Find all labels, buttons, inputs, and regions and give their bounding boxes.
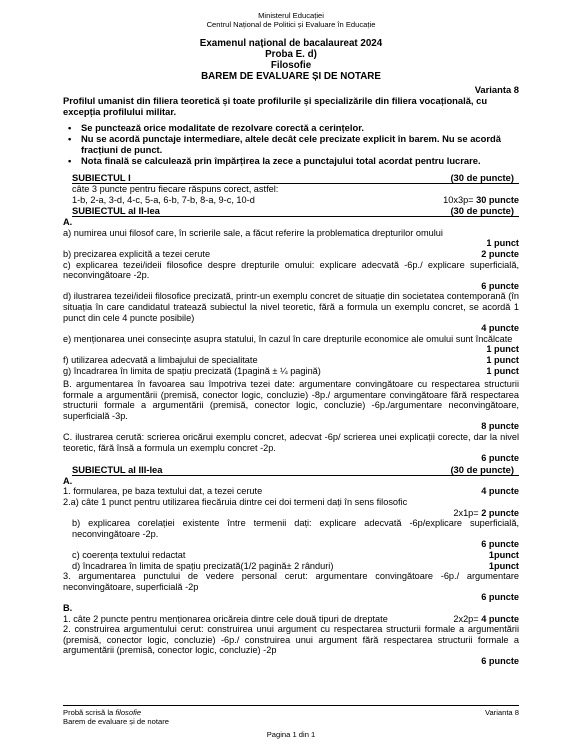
section-1-heading [72, 172, 519, 184]
s2-item-c: c) explicarea tezei/ideii filosofice despre drepturile omului: explicare adecvată -6p./ explicare superficială, neconvingătoare -2p. [63, 259, 519, 281]
footer-right: Varianta 8 [484, 708, 519, 717]
note-item: • Se punctează orice modalitate de rezolvare corectă a cerințelor. [68, 122, 364, 133]
s3-item-3-points: 6 puncte [481, 592, 519, 603]
exam-subject: Filosofie [270, 60, 312, 71]
s3-item-b2-points: 6 puncte [481, 655, 519, 666]
exam-title: Examenul național de bacalaureat 2024 [199, 38, 383, 49]
notes-list [63, 122, 519, 166]
s3-item-2a-points: 2x1p= 2 puncte [453, 507, 519, 518]
section-2-heading [72, 205, 519, 217]
section-3-title: SUBIECTUL al III-lea [72, 463, 163, 475]
bullet-icon: • [68, 133, 72, 144]
s2-part-c-points: 6 puncte [481, 453, 519, 464]
page-number: Pagina 1 din 1 [266, 730, 316, 739]
s3-item-2b: b) explicarea corelației existente între termenii dați: explicare adecvată -6p/explicare superficială, neconvingătoare -2p. [72, 518, 519, 539]
s3-part-b: B. [63, 602, 73, 613]
s3-item-2b-points: 6 puncte [481, 539, 519, 550]
section-2-title: SUBIECTUL al II-lea [72, 205, 160, 217]
s2-item-e: e) menționarea unei consecințe asupra statului, în cazul în care drepturile economice ale omului sunt încălcate [63, 333, 513, 344]
s2-part-b: B. argumentarea în favoarea sau împotriva tezei date: argumentare convingătoare cu respectarea structurii formale a argumentării (premisă, conector logic, concluzie) -8p./ argumentare convingătoare fără respectarea structurii formale a argumentării (premisă, conector logic, concluzie) -6p./argumentare neconvingătoare, superficială -3p. [63, 379, 519, 421]
s3-part-a: A. [63, 475, 73, 486]
s3-item-1: 1. formularea, pe baza textului dat, a tezei cerute 4 puncte [63, 486, 519, 497]
s2-item-b: b) precizarea explicită a tezei cerute 2 puncte [63, 248, 519, 259]
s2-item-f: f) utilizarea adecvată a limbajului de specialitate 1 punct [63, 354, 519, 365]
page-content [63, 0, 519, 667]
barem-title: BAREM DE EVALUARE ȘI DE NOTARE [201, 71, 381, 82]
s2-item-d: d) ilustrarea tezei/ideii filosofice precizată, printr-un exemplu concret de situație din societatea contemporană (în situația în care candidatul tratează subiectul la nivel teoretic, fără a formula un exemplu concret, se acordă 1 punct din cele 4 puncte posibile) [63, 291, 519, 323]
section-3-heading [72, 464, 519, 476]
page-footer [63, 705, 519, 739]
s2-item-a: a) numirea unui filosof care, în scrierile sale, a făcut referire la problematica drepturilor omului [63, 227, 443, 238]
header-ministry: Ministerul Educației [258, 11, 324, 20]
bullet-icon: • [68, 122, 72, 133]
section-1-points: (30 de puncte) [450, 172, 514, 183]
s2-item-c-points: 6 puncte [481, 280, 519, 291]
footer-left-2: Barem de evaluare și de notare [63, 717, 169, 726]
exam-proba: Proba E. d) [265, 49, 317, 60]
bullet-icon: • [68, 155, 72, 166]
s3-item-3: 3. argumentarea punctului de vedere personal cerut: argumentare convingătoare -6p./ argumentare neconvingătoare, superficială -2p [63, 571, 519, 592]
s2-part-a: A. [63, 217, 73, 228]
s3-item-b1: 1. câte 2 puncte pentru menționarea oricăreia dintre cele două tipuri de dreptate 2x2p= 4 puncte [63, 613, 519, 624]
s3-item-2d: d) încadrarea în limita de spațiu precizată(1/2 pagină± 2 rânduri) 1punct [72, 560, 519, 571]
varianta-label: Varianta 8 [474, 84, 519, 95]
note-item: • Nota finală se calculează prin împărțirea la zece a punctajului total acordat pentru lucrare. [68, 155, 481, 166]
s1-answers-row [63, 195, 519, 206]
footer-left-1: Probă scrisă la filosofie [63, 708, 142, 717]
s3-item-2c: c) coerența textului redactat 1punct [72, 550, 519, 560]
section-3-points: (30 de puncte) [450, 463, 514, 475]
s1-total: 10x3p= 30 puncte [443, 194, 519, 205]
s2-part-b-points: 8 puncte [481, 421, 519, 432]
s3-item-2a: 2.a) câte 1 punct pentru utilizarea fiecăruia dintre cei doi termeni dați în sens filosofic [63, 497, 408, 508]
section-1-title: SUBIECTUL I [72, 172, 131, 183]
header-center: Centrul Național de Politici și Evaluare în Educație [206, 20, 376, 29]
section-2-points: (30 de puncte) [450, 205, 514, 217]
s2-item-g: g) încadrarea în limita de spațiu precizată (1pagină ± ¼ pagină) 1 punct [63, 365, 519, 376]
s1-answers: 1-b, 2-a, 3-d, 4-c, 5-a, 6-b, 7-b, 8-a, 9-c, 10-d [72, 194, 255, 205]
s2-item-e-points: 1 punct [486, 344, 519, 355]
s1-instruction: câte 3 puncte pentru fiecare răspuns corect, astfel: [72, 184, 279, 194]
note-item: • Nu se acordă punctaje intermediare, altele decât cele precizate explicit în barem. Nu se acordă fracțiuni de punct. [68, 133, 501, 155]
s2-item-d-points: 4 puncte [481, 323, 519, 334]
s3-item-b2: 2. construirea argumentului cerut: construirea unui argument cu respectarea structurii formale a argumentării (premisă, conector logic, concluzie) -6p./ construirea unui argument fără respectarea structurii formale a argumentării (premisă, conector logic, concluzie) -2p [63, 624, 519, 656]
profile-text: Profilul umanist din filiera teoretică și toate profilurile și specializările din filiera vocațională, cu excepția profilului militar. [63, 95, 488, 117]
s2-part-c: C. ilustrarea cerută: scrierea oricărui exemplu concret, adecvat -6p/ scrierea unei explicații corecte, dar la nivel teoretic, fără însă a formula un exemplu concret -2p. [63, 432, 519, 453]
s2-item-a-points: 1 punct [486, 238, 519, 249]
